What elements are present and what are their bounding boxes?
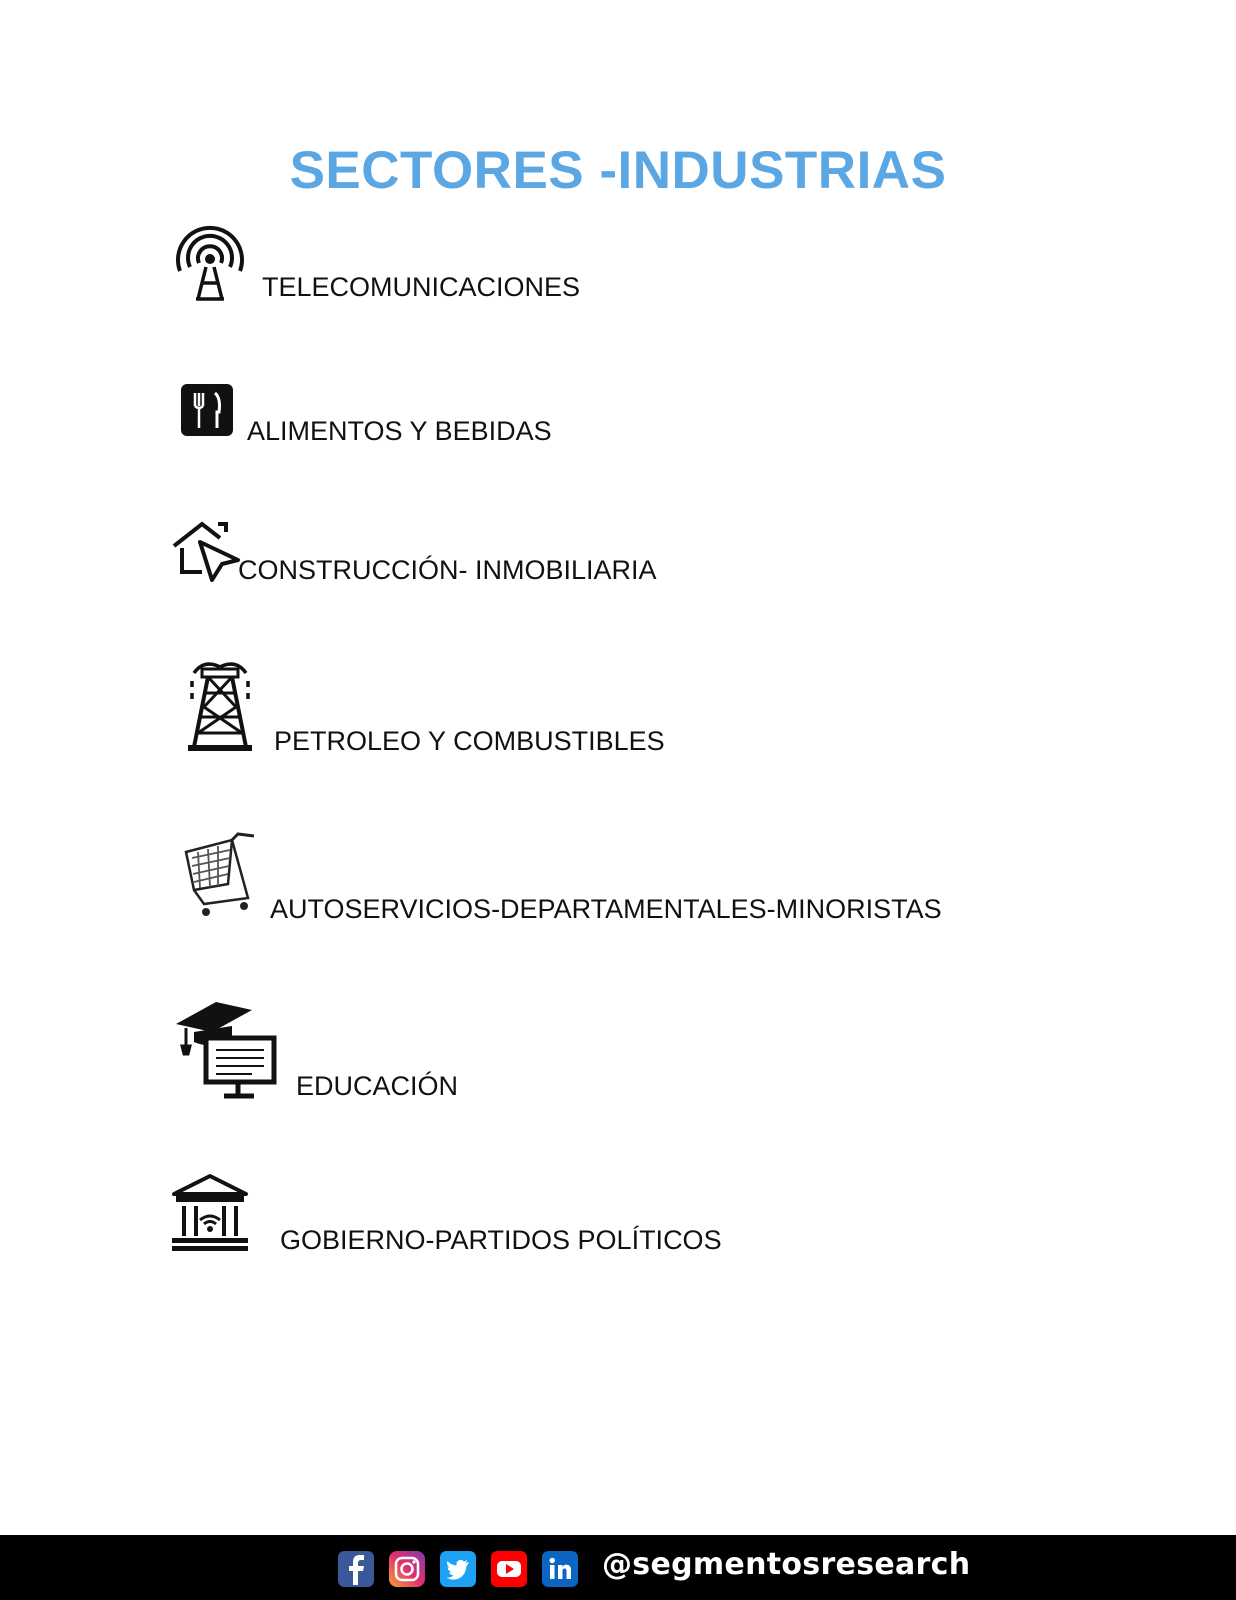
house-cursor-icon [172,518,242,586]
shopping-cart-icon [184,832,258,920]
graduation-cap-monitor-icon [172,996,278,1100]
footer-bar [0,1535,1236,1600]
sector-label: EDUCACIÓN [296,1071,459,1101]
oil-derrick-icon [186,657,254,755]
twitter-icon[interactable] [440,1551,476,1587]
sector-label: ALIMENTOS Y BEBIDAS [247,416,552,446]
government-building-icon [170,1172,250,1252]
fork-knife-icon [181,384,233,436]
antenna-tower-icon [174,223,246,303]
sector-label: GOBIERNO-PARTIDOS POLÍTICOS [280,1225,722,1255]
instagram-icon[interactable] [389,1551,425,1587]
linkedin-icon[interactable] [542,1551,578,1587]
youtube-icon[interactable] [491,1551,527,1587]
facebook-icon[interactable] [338,1551,374,1587]
sector-label: TELECOMUNICACIONES [262,272,581,302]
sector-label: AUTOSERVICIOS-DEPARTAMENTALES-MINORISTAS [270,894,942,924]
sector-label: CONSTRUCCIÓN- INMOBILIARIA [238,555,657,585]
social-handle: @segmentosresearch [602,1547,971,1582]
sector-label: PETROLEO Y COMBUSTIBLES [274,726,665,756]
page-title: SECTORES -INDUSTRIAS [289,141,947,200]
